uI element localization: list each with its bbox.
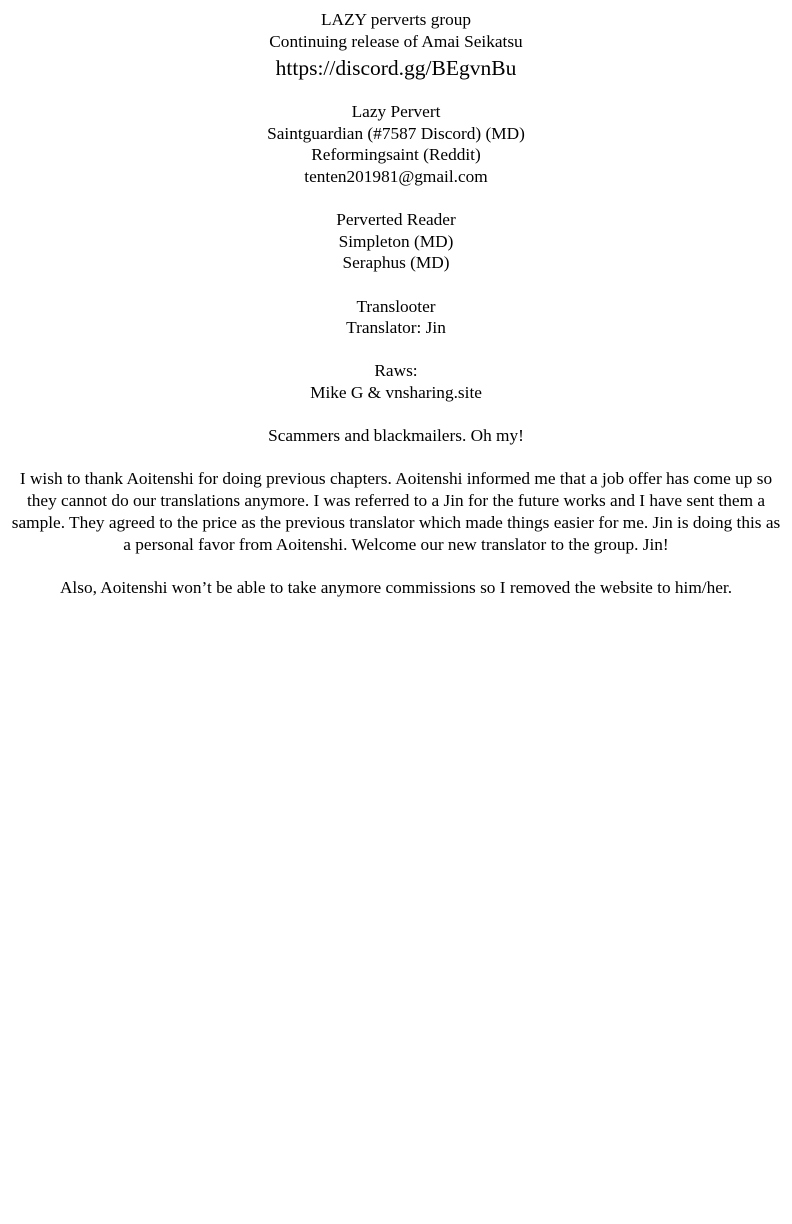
credit-line: Reformingsaint (Reddit) (311, 145, 481, 165)
discord-link[interactable]: https://discord.gg/BEgvnBu (275, 56, 517, 81)
section-heading-perverted-reader: Perverted Reader (336, 210, 456, 230)
translooter-section (0, 296, 792, 339)
group-name: LAZY perverts group (320, 10, 472, 29)
credit-line: Translator: Jin (346, 318, 446, 338)
spacer (0, 447, 792, 469)
spacer (0, 83, 792, 101)
section-heading-translooter: Translooter (356, 296, 436, 316)
closing-paragraph: Also, Aoitenshi won’t be able to take anymore commissions so I removed the website to him/her. (59, 578, 733, 598)
section-heading-raws: Raws: (374, 361, 418, 381)
spacer (0, 274, 792, 296)
credit-line: Simpleton (MD) (338, 231, 454, 251)
spacer (0, 404, 792, 426)
spacer (0, 339, 792, 361)
release-line: Continuing release of Amai Seikatsu (269, 31, 523, 51)
lazy-pervert-section (0, 101, 792, 187)
spacer (0, 555, 792, 577)
credit-line: Seraphus (MD) (342, 253, 450, 273)
message-paragraph: I wish to thank Aoitenshi for doing previous chapters. Aoitenshi informed me that a job offer has come up so they cannot do our translations anymore. I was referred to a Jin for the future works and I have sent them a sample. They agreed to the price as the previous translator which made things easier for me. Jin is doing this as a personal favor from Aoitenshi. Welcome our new translator to the group. Jin! (11, 469, 781, 554)
raws-section (0, 360, 792, 403)
section-heading-lazy-pervert: Lazy Pervert (351, 102, 441, 122)
spacer (0, 188, 792, 210)
credits-page (0, 9, 792, 599)
email-address: tenten201981@gmail.com (304, 166, 488, 186)
credit-line: Saintguardian (#7587 Discord) (MD) (267, 123, 525, 143)
credit-line: Mike G & vnsharing.site (310, 382, 482, 402)
notice-text: Scammers and blackmailers. Oh my! (268, 426, 524, 446)
perverted-reader-section (0, 209, 792, 274)
